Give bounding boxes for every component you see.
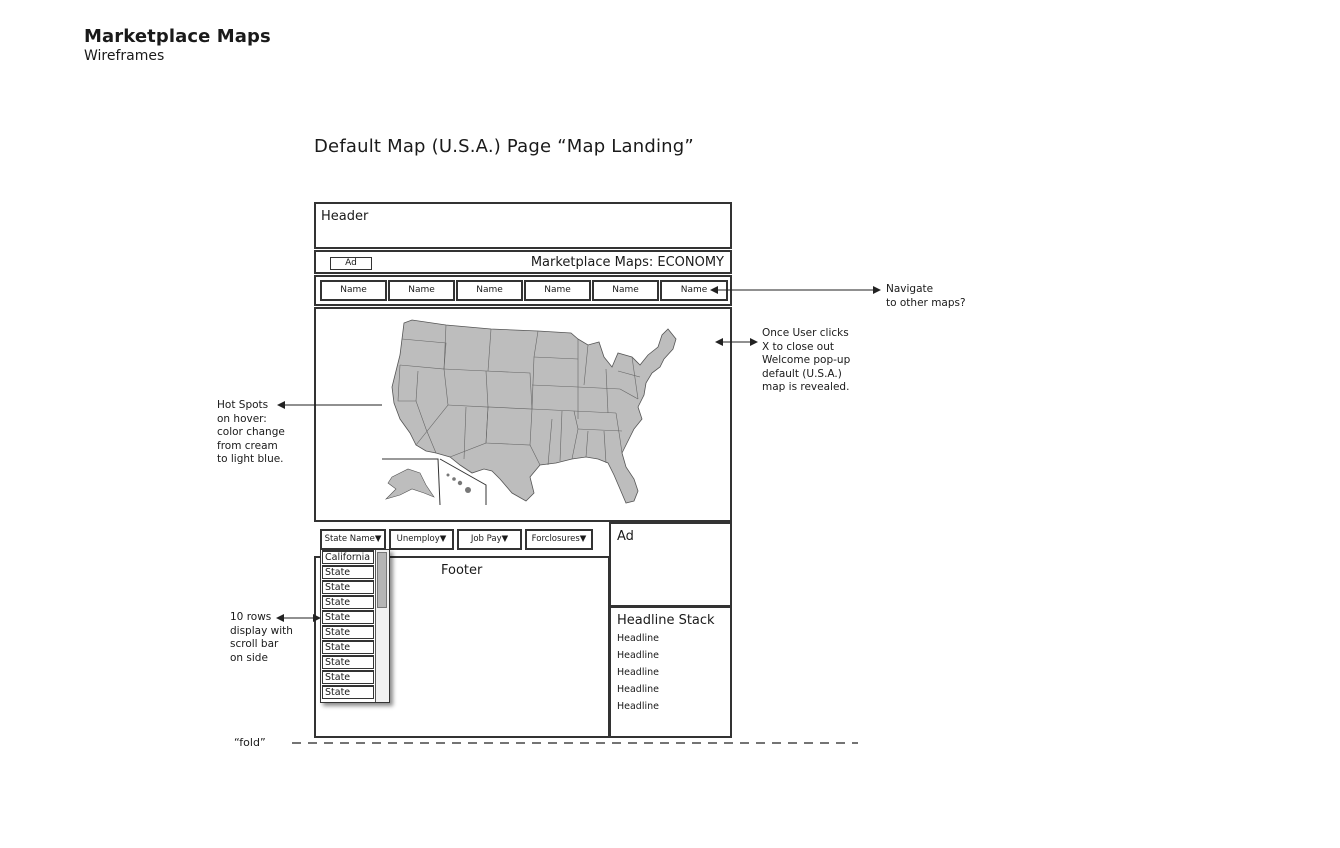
nav-tab-1[interactable]: Name	[320, 280, 387, 301]
ad-box-label: Ad	[617, 529, 634, 544]
dropdown-row[interactable]: State	[322, 610, 374, 624]
section-title: Marketplace Maps: ECONOMY	[530, 255, 724, 270]
navigate-annotation: Navigate to other maps?	[886, 283, 966, 309]
document-title: Marketplace Maps	[84, 26, 271, 47]
welcome-annotation: Once User clicks X to close out Welcome pop-up default (U.S.A.) map is revealed.	[762, 327, 851, 393]
fold-label: “fold”	[234, 736, 266, 749]
state-name-filter[interactable]: State Name▼	[320, 529, 386, 550]
rows-annotation: 10 rows display with scroll bar on side	[230, 611, 293, 664]
dropdown-row[interactable]: State	[322, 640, 374, 654]
header-label: Header	[321, 209, 369, 224]
dropdown-row[interactable]: State	[322, 580, 374, 594]
nav-tab-5[interactable]: Name	[592, 280, 659, 301]
forclosures-filter[interactable]: Forclosures▼	[525, 529, 593, 550]
nav-tab-4[interactable]: Name	[524, 280, 591, 301]
nav-tab-2[interactable]: Name	[388, 280, 455, 301]
dropdown-row[interactable]: State	[322, 670, 374, 684]
headline-link[interactable]: Headline	[617, 633, 659, 644]
dropdown-row[interactable]: California	[322, 550, 374, 564]
footer-label: Footer	[441, 563, 483, 578]
small-ad-placeholder[interactable]: Ad	[330, 257, 372, 270]
dropdown-row[interactable]: State	[322, 655, 374, 669]
headline-link[interactable]: Headline	[617, 667, 659, 678]
job-pay-filter[interactable]: Job Pay▼	[457, 529, 522, 550]
dropdown-row[interactable]: State	[322, 565, 374, 579]
headline-link[interactable]: Headline	[617, 684, 659, 695]
headline-stack-title: Headline Stack	[617, 613, 715, 628]
headline-link[interactable]: Headline	[617, 650, 659, 661]
page-heading: Default Map (U.S.A.) Page “Map Landing”	[314, 136, 694, 157]
headline-link[interactable]: Headline	[617, 701, 659, 712]
nav-tab-6[interactable]: Name	[660, 280, 728, 301]
document-subtitle: Wireframes	[84, 48, 165, 64]
dropdown-row[interactable]: State	[322, 625, 374, 639]
nav-tab-3[interactable]: Name	[456, 280, 523, 301]
hotspots-annotation: Hot Spots on hover: color change from cream to light blue.	[217, 399, 285, 465]
dropdown-row[interactable]: State	[322, 685, 374, 699]
dropdown-row[interactable]: State	[322, 595, 374, 609]
unemploy-filter[interactable]: Unemploy▼	[389, 529, 454, 550]
